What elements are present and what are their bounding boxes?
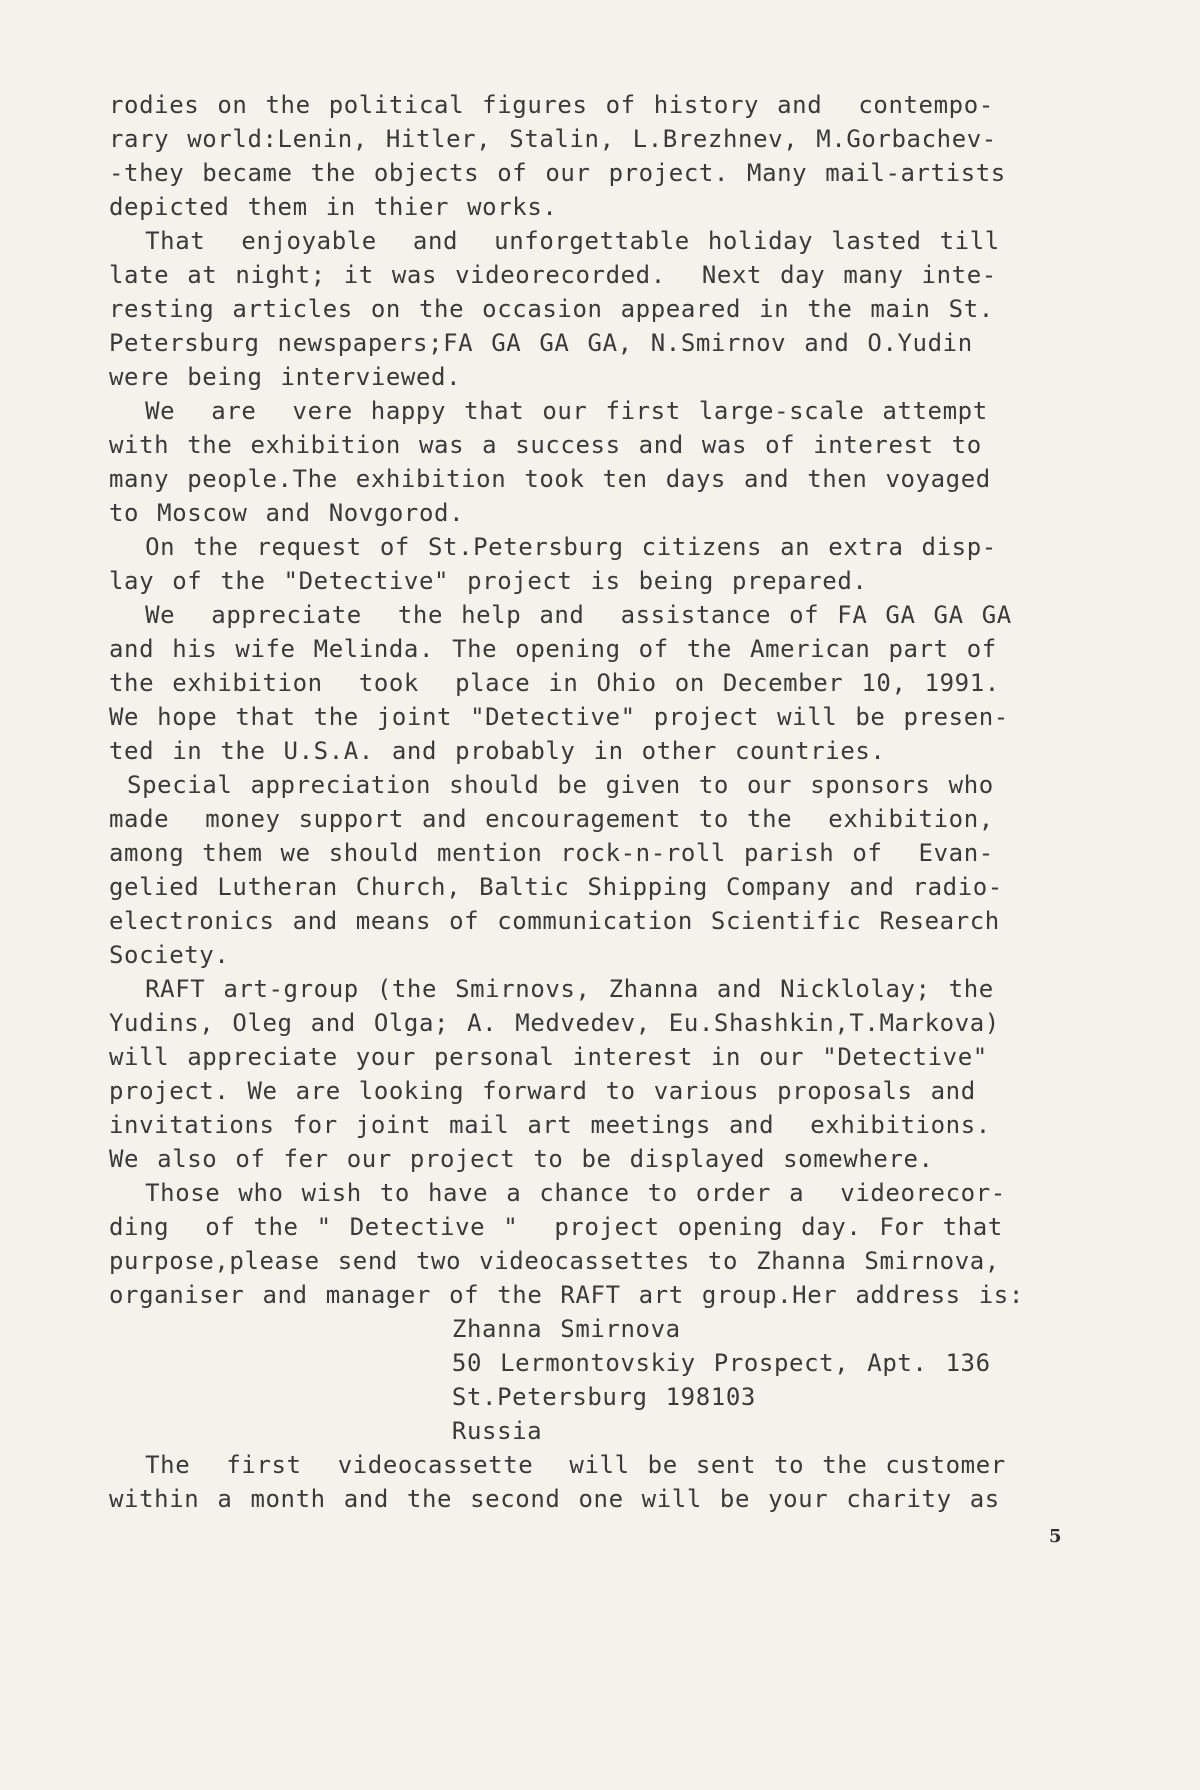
text-line: purpose,please send two videocassettes to Zhanna Smirnova, xyxy=(109,1247,1000,1275)
text-line: organiser and manager of the RAFT art group.Her address is: xyxy=(109,1281,1024,1309)
text-line: RAFT art-group (the Smirnovs, Zhanna and Nicklolay; the xyxy=(109,975,994,1003)
text-line: On the request of St.Petersburg citizens an extra disp- xyxy=(109,533,997,561)
text-line: depicted them in thier works. xyxy=(109,193,558,221)
text-line: among them we should mention rock-n-roll parish of Evan- xyxy=(109,839,994,867)
text-line: We appreciate the help and assistance of FA GA GA GA xyxy=(109,601,1012,629)
text-line: were being interviewed. xyxy=(109,363,462,391)
text-line: gelied Lutheran Church, Baltic Shipping Company and radio- xyxy=(109,873,1003,901)
text-line: 50 Lermontovskiy Prospect, Apt. 136 xyxy=(109,1349,991,1377)
text-line: Society. xyxy=(109,941,230,969)
text-line: We are vere happy that our first large-scale attempt xyxy=(109,397,988,425)
text-line: invitations for joint mail art meetings and exhibitions. xyxy=(109,1111,991,1139)
text-line: Russia xyxy=(109,1417,543,1445)
typewritten-text-body xyxy=(109,88,1089,1516)
text-line: and his wife Melinda. The opening of the American part of xyxy=(109,635,997,663)
text-line: Those who wish to have a chance to order a videorecor- xyxy=(109,1179,1006,1207)
text-line: Zhanna Smirnova xyxy=(109,1315,681,1343)
text-line: the exhibition took place in Ohio on December 10, 1991. xyxy=(109,669,1000,697)
text-line: rary world:Lenin, Hitler, Stalin, L.Brezhnev, M.Gorbachev- xyxy=(109,125,997,153)
text-line: rodies on the political figures of history and contempo- xyxy=(109,91,994,119)
text-line: will appreciate your personal interest in our "Detective" xyxy=(109,1043,988,1071)
text-line: late at night; it was videorecorded. Next day many inte- xyxy=(109,261,997,289)
text-line: within a month and the second one will be your charity as xyxy=(109,1485,1000,1513)
text-line: -they became the objects of our project. Many mail-artists xyxy=(109,159,1006,187)
text-line: with the exhibition was a success and was of interest to xyxy=(109,431,982,459)
page-number: 5 xyxy=(1049,1526,1062,1547)
text-line: We hope that the joint "Detective" project will be presen- xyxy=(109,703,1009,731)
text-line: Special appreciation should be given to our sponsors who xyxy=(109,771,994,799)
text-line: ted in the U.S.A. and probably in other countries. xyxy=(109,737,886,765)
text-line: Petersburg newspapers;FA GA GA GA, N.Smirnov and O.Yudin xyxy=(109,329,973,357)
text-line: project. We are looking forward to various proposals and xyxy=(109,1077,976,1105)
text-line: lay of the "Detective" project is being prepared. xyxy=(109,567,868,595)
text-line: The first videocassette will be sent to the customer xyxy=(109,1451,1006,1479)
text-line: resting articles on the occasion appeared in the main St. xyxy=(109,295,994,323)
text-line: We also of fer our project to be displayed somewhere. xyxy=(109,1145,934,1173)
text-line: That enjoyable and unforgettable holiday lasted till xyxy=(109,227,1000,255)
text-line: electronics and means of communication Scientific Research xyxy=(109,907,1000,935)
text-line: St.Petersburg 198103 xyxy=(109,1383,756,1411)
text-line: many people.The exhibition took ten days and then voyaged xyxy=(109,465,991,493)
text-line: made money support and encouragement to the exhibition, xyxy=(109,805,994,833)
text-line: to Moscow and Novgorod. xyxy=(109,499,465,527)
text-line: ding of the " Detective " project opening day. For that xyxy=(109,1213,1003,1241)
text-line: Yudins, Oleg and Olga; A. Medvedev, Eu.Shashkin,T.Markova) xyxy=(109,1009,1000,1037)
